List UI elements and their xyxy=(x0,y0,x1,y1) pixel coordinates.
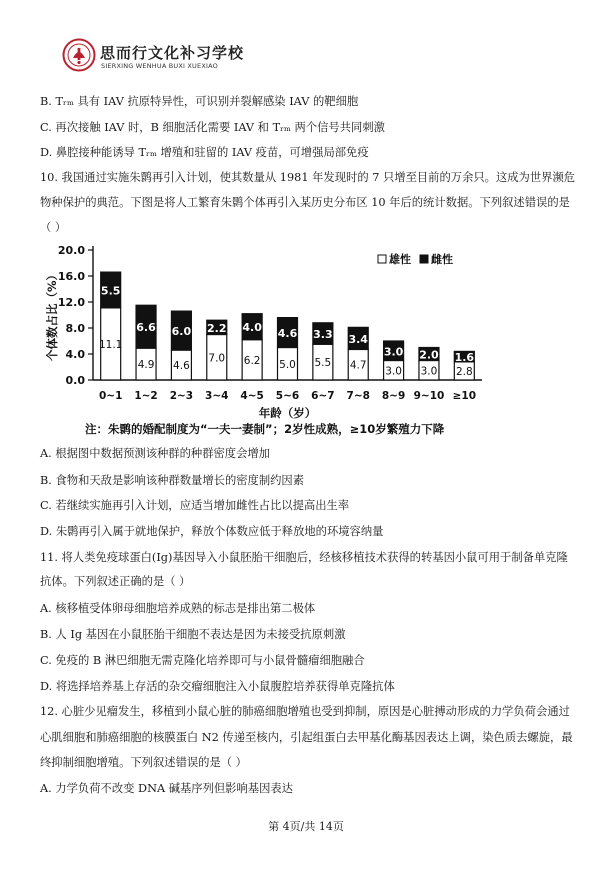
q10-option-b: B. 食物和天敌是影响该种群数量增长的密度制约因素 xyxy=(40,474,305,487)
x-tick-label: 5~6 xyxy=(275,390,300,402)
y-tick-label: 20.0 xyxy=(57,244,85,257)
y-axis-title: 个体数占比（%） xyxy=(45,268,59,362)
value-label-female: 4.6 xyxy=(277,327,298,341)
value-label-male: 3.0 xyxy=(385,365,402,378)
value-label-male: 3.0 xyxy=(420,365,438,378)
x-tick-label: ≥10 xyxy=(452,390,477,402)
legend-swatch-male xyxy=(378,255,386,263)
y-tick-label: 8.0 xyxy=(65,322,85,335)
y-tick-label: 12.0 xyxy=(57,296,85,309)
legend-label-male: 雄性 xyxy=(389,253,411,266)
x-axis-title: 年龄（岁） xyxy=(258,406,317,420)
x-tick-label: 3~4 xyxy=(205,390,229,402)
q12-stem-2: 心肌细胞和肺癌细胞的核膜蛋白 N2 传递至核内，引起组蛋白去甲基化酶基因表达上调，染色质去螺旋，最 xyxy=(40,731,573,744)
y-tick-label: 4.0 xyxy=(65,348,85,361)
q12-option-a: A. 力学负荷不改变 DNA 碱基序列但影响基因表达 xyxy=(40,782,293,795)
x-tick-label: 7~8 xyxy=(346,390,370,402)
page-footer: 第 4页/共 14页 xyxy=(268,820,344,833)
q11-stem-1: 11. 将人类免疫球蛋白(Ig)基因导入小鼠胚胎干细胞后，经核移植技术获得的转基因小鼠可用于制备单克隆 xyxy=(40,551,568,564)
x-tick-label: 0~1 xyxy=(98,390,123,402)
x-tick-label: 4~5 xyxy=(240,390,264,402)
y-tick-label: 0.0 xyxy=(65,374,85,387)
value-label-female: 2.0 xyxy=(419,348,439,362)
q10-option-a: A. 根据图中数据预测该种群的种群密度会增加 xyxy=(40,447,270,460)
q11-option-d: D. 将选择培养基上存活的杂交瘤细胞注入小鼠腹腔培养获得单克隆抗体 xyxy=(40,680,395,693)
value-label-female: 6.6 xyxy=(136,321,156,335)
q11-option-a: A. 核移植受体卵母细胞培养成熟的标志是排出第二极体 xyxy=(40,602,316,615)
value-label-female: 3.3 xyxy=(313,328,333,342)
value-label-female: 3.4 xyxy=(348,332,368,346)
q10-stem-1: 10. 我国通过实施朱鹮再引入计划，使其数量从 1981 年发现时的 7 只增至目前的万余只。这成为世界濒危 xyxy=(40,171,576,184)
y-tick-label: 16.0 xyxy=(57,270,85,283)
value-label-male: 11.1 xyxy=(98,338,123,351)
q12-stem-1: 12. 心脏少见瘤发生，移植到小鼠心脏的肺癌细胞增殖也受到抑制，原因是心脏搏动形成的力学负荷会通过 xyxy=(40,705,570,718)
value-label-female: 3.0 xyxy=(383,345,404,359)
legend-label-female: 雌性 xyxy=(431,253,453,266)
q12-stem-3: 终抑制细胞增殖。下列叙述错误的是（ ） xyxy=(40,756,247,769)
value-label-male: 4.6 xyxy=(173,360,190,373)
x-tick-label: 8~9 xyxy=(381,390,406,402)
x-tick-label: 6~7 xyxy=(311,390,335,402)
value-label-male: 5.5 xyxy=(314,357,332,370)
value-label-female: 1.6 xyxy=(454,351,475,365)
value-label-male: 2.8 xyxy=(455,365,473,378)
value-label-male: 5.0 xyxy=(279,358,296,371)
chart-note: 注：朱鹮的婚配制度为“一夫一妻制”；2岁性成熟，≥10岁繁殖力下降 xyxy=(85,422,445,436)
value-label-male: 4.9 xyxy=(137,359,155,372)
x-tick-label: 1~2 xyxy=(134,390,158,402)
school-pinyin: SIERXING WENHUA BUXI XUEXIAO xyxy=(101,62,218,70)
value-label-female: 4.0 xyxy=(242,321,262,335)
q11-option-b: B. 人 Ig 基因在小鼠胚胎干细胞不表达是因为未接受抗原刺激 xyxy=(40,628,346,641)
q10-stem-2: 物种保护的典范。下图是将人工繁育朱鹮个体再引入某历史分布区 10 年后的统计数据。下列叙述错误的是 xyxy=(40,196,570,209)
value-label-female: 5.5 xyxy=(100,284,121,298)
q11-option-c: C. 免疫的 B 淋巴细胞无需克隆化培养即可与小鼠骨髓瘤细胞融合 xyxy=(40,654,365,667)
school-name: 思而行文化补习学校 xyxy=(100,44,245,62)
value-label-male: 7.0 xyxy=(208,352,226,365)
legend-swatch-female xyxy=(420,255,428,263)
value-label-female: 6.0 xyxy=(171,325,192,339)
q10-stem-3: （ ） xyxy=(40,221,67,234)
value-label-male: 6.2 xyxy=(243,354,261,367)
q9-option-c: C. 再次接触 IAV 时，B 细胞活化需要 IAV 和 Tᵣₘ 两个信号共同刺激 xyxy=(40,121,385,134)
q10-option-c: C. 若继续实施再引入计划，应适当增加雌性占比以提高出生率 xyxy=(40,499,350,512)
q11-stem-2: 抗体。下列叙述正确的是（ ） xyxy=(40,575,191,588)
x-tick-label: 9~10 xyxy=(413,390,445,402)
x-tick-label: 2~3 xyxy=(169,390,194,402)
value-label-female: 2.2 xyxy=(207,321,227,335)
q9-option-b: B. Tᵣₘ 具有 IAV 抗原特异性，可识别并裂解感染 IAV 的靶细胞 xyxy=(40,95,359,108)
q9-option-d: D. 鼻腔接种能诱导 Tᵣₘ 增殖和驻留的 IAV 疫苗，可增强局部免疫 xyxy=(40,146,369,159)
q10-option-d: D. 朱鹮再引入属于就地保护，释放个体数应低于释放地的环境容纳量 xyxy=(40,525,384,538)
value-label-male: 4.7 xyxy=(349,359,367,372)
